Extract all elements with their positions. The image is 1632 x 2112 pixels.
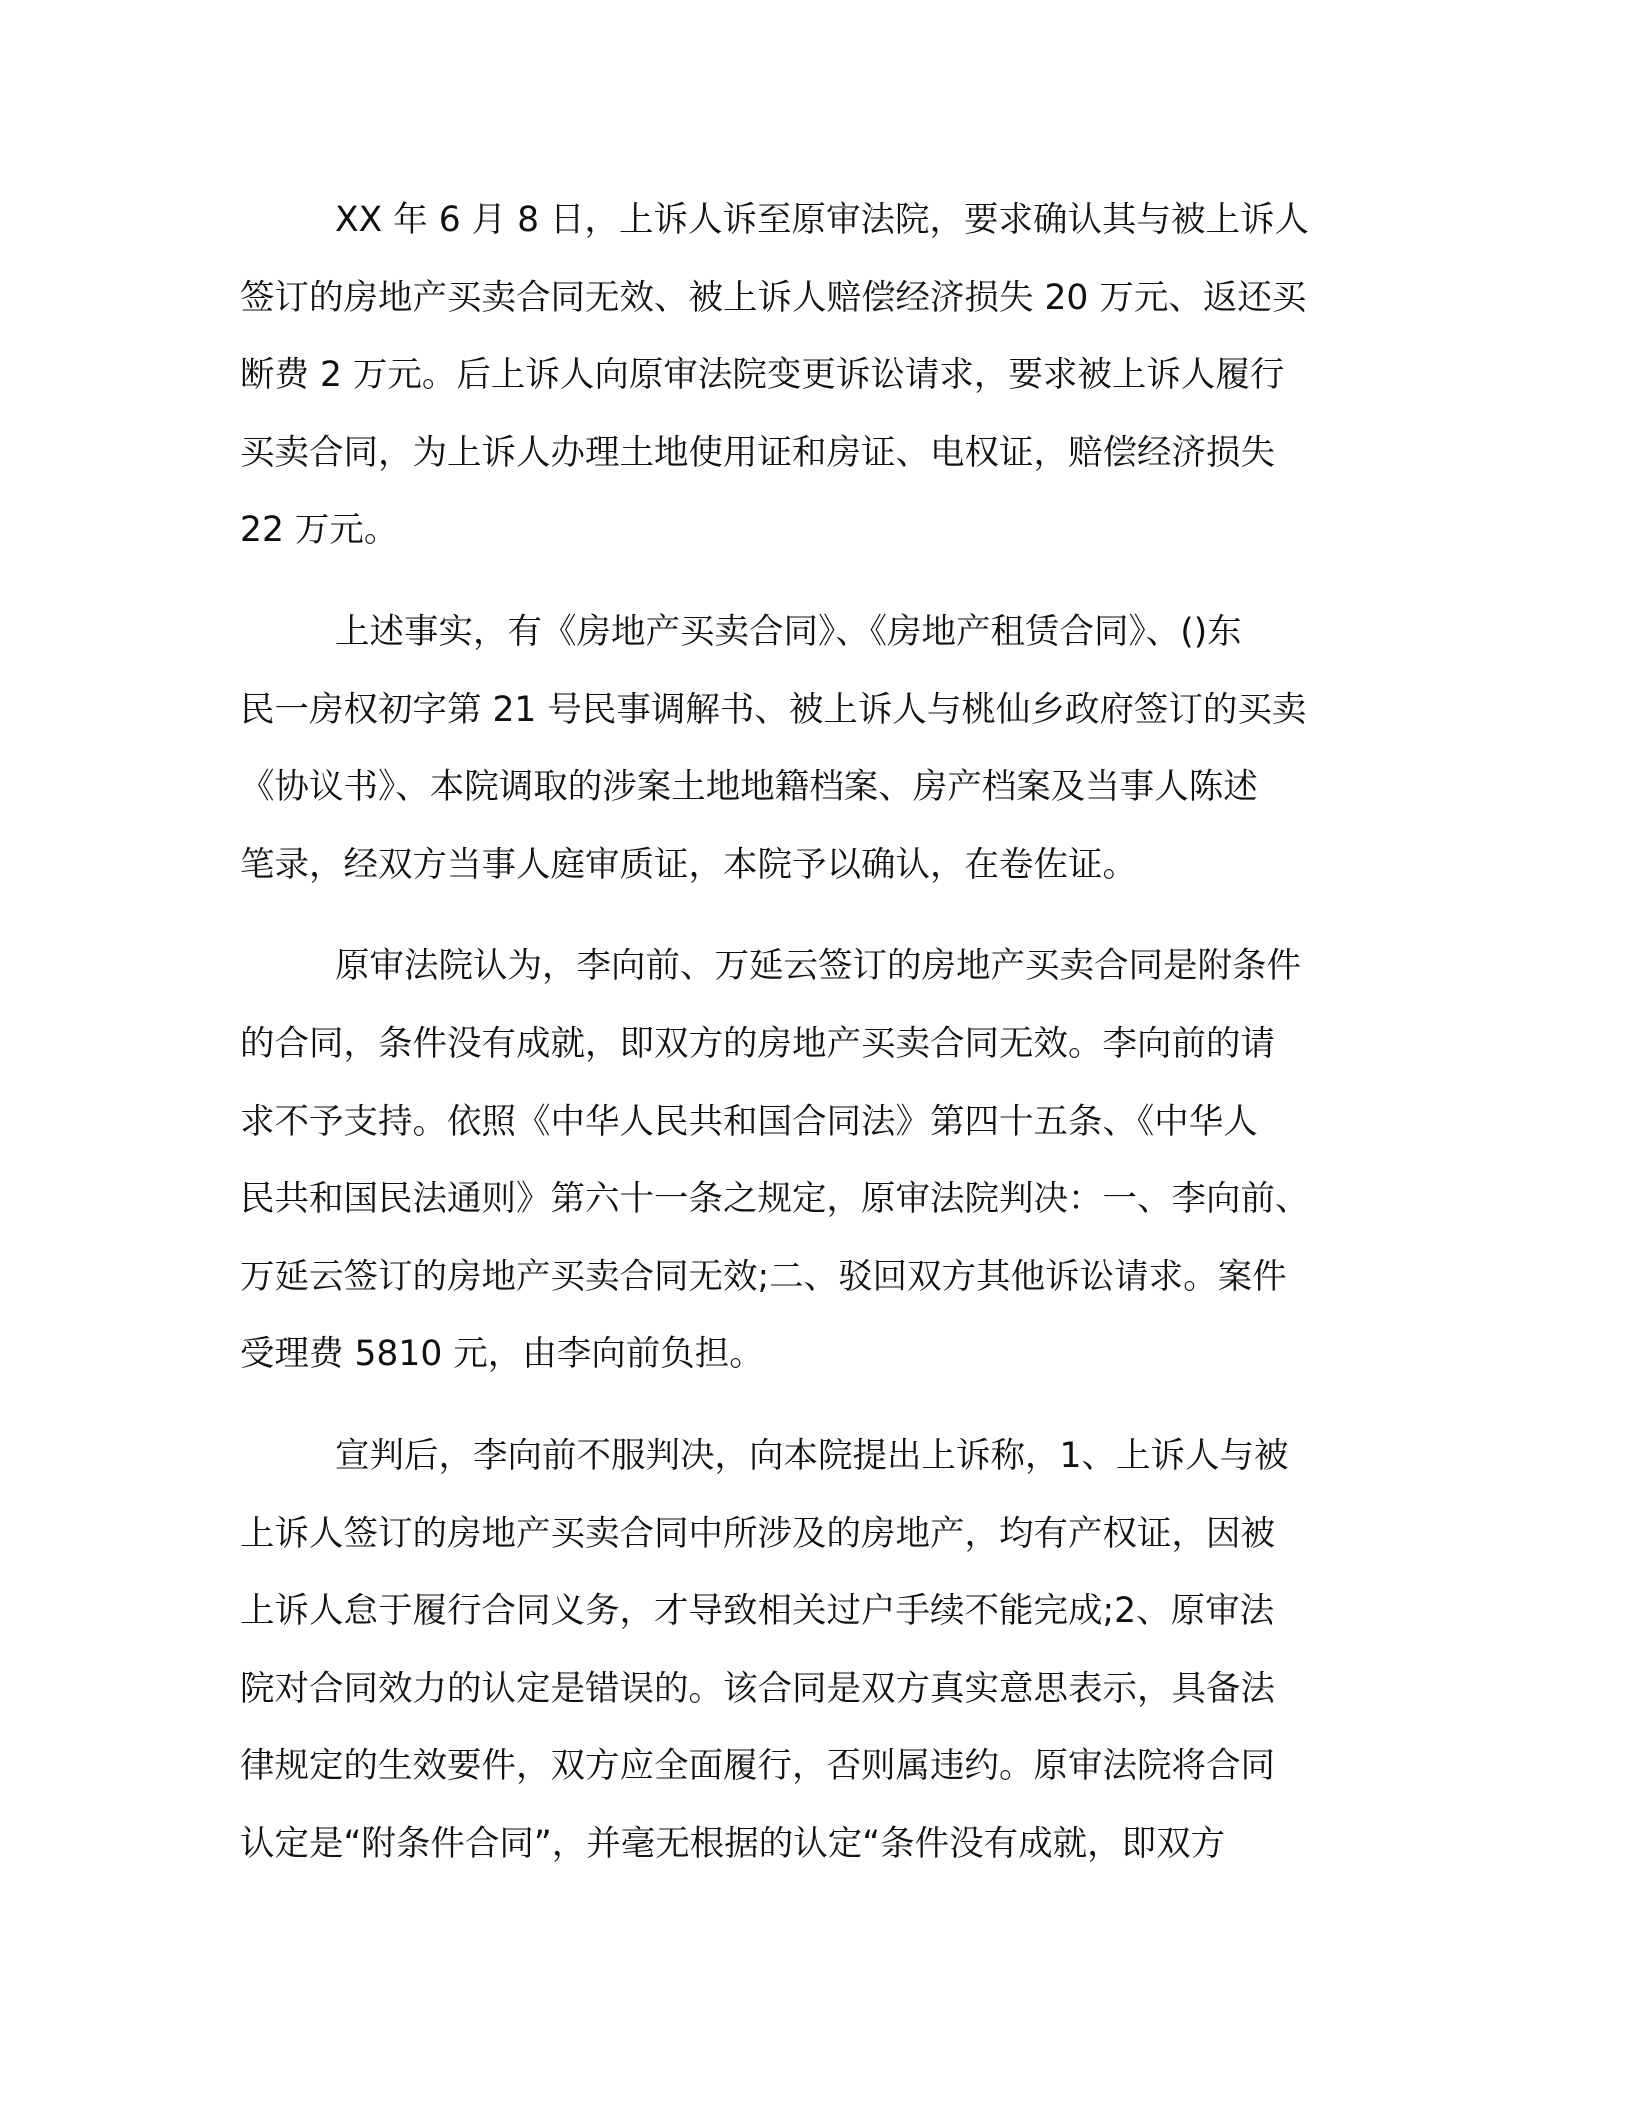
paragraph-2 [240, 594, 1372, 904]
paragraph-line: 民共和国民法通则》第六十一条之规定，原审法院判决：一、李向前、 [240, 1179, 1310, 1220]
paragraph-line: 上诉人怠于履行合同义务，才导致相关过户手续不能完成;2、原审法 [240, 1591, 1275, 1632]
paragraph-line: 万延云签订的房地产买卖合同无效;二、驳回双方其他诉讼请求。案件 [240, 1256, 1287, 1297]
paragraph-line: 受理费 5810 元，由李向前负担。 [240, 1334, 764, 1375]
paragraph-line: 律规定的生效要件，双方应全面履行，否则属违约。原审法院将合同 [240, 1746, 1275, 1787]
paragraph-line: 院对合同效力的认定是错误的。该合同是双方真实意思表示，具备法 [240, 1668, 1275, 1709]
paragraph-line: XX 年 6 月 8 日，上诉人诉至原审法院，要求确认其与被上诉人 [335, 200, 1309, 240]
paragraph-line: 宣判后，李向前不服判决，向本院提出上诉称，1、上诉人与被 [335, 1435, 1289, 1476]
paragraph-line: 求不予支持。依照《中华人民共和国合同法》第四十五条、《中华人 [240, 1101, 1258, 1142]
paragraph-line: 《协议书》、本院调取的涉案土地地籍档案、房产档案及当事人陈述 [240, 767, 1258, 808]
paragraph-line: 认定是“附条件合同”，并毫无根据的认定“条件没有成就，即双方 [240, 1823, 1226, 1864]
paragraph-line: 签订的房地产买卖合同无效、被上诉人赔偿经济损失 20 万元、返还买 [240, 277, 1307, 318]
document-body [240, 182, 1372, 1907]
paragraph-1 [240, 182, 1372, 570]
paragraph-line: 笔录，经双方当事人庭审质证，本院予以确认，在卷佐证。 [240, 844, 1137, 885]
paragraph-line: 的合同，条件没有成就，即双方的房地产买卖合同无效。李向前的请 [240, 1023, 1275, 1064]
paragraph-line: 民一房权初字第 21 号民事调解书、被上诉人与桃仙乡政府签订的买卖 [240, 689, 1307, 730]
paragraph-4 [240, 1418, 1372, 1884]
paragraph-line: 原审法院认为，李向前、万延云签订的房地产买卖合同是附条件 [335, 946, 1301, 987]
paragraph-line: 22 万元。 [240, 510, 399, 551]
paragraph-line: 买卖合同，为上诉人办理土地使用证和房证、电权证，赔偿经济损失 [240, 432, 1275, 473]
paragraph-3 [240, 928, 1372, 1394]
paragraph-line: 上诉人签订的房地产买卖合同中所涉及的房地产，均有产权证，因被 [240, 1513, 1275, 1554]
paragraph-line: 上述事实，有《房地产买卖合同》、《房地产租赁合同》、()东 [335, 611, 1242, 652]
paragraph-line: 断费 2 万元。后上诉人向原审法院变更诉讼请求，要求被上诉人履行 [240, 355, 1285, 396]
